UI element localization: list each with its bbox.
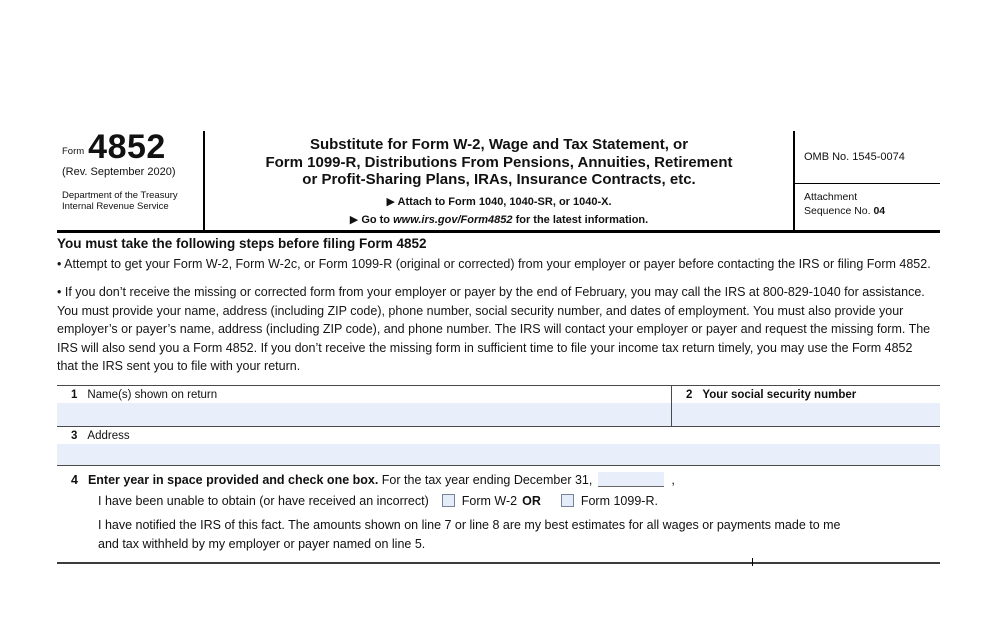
row-tax-year [57,466,940,561]
row-address [57,427,940,466]
form-number-line [62,128,199,166]
sequence-line [804,205,940,219]
address-input[interactable] [57,444,940,465]
form-title-line2: Form 1099-R, Distributions From Pensions, Annuities, Retirement [265,153,733,171]
row-name-ssn [57,386,940,427]
step-bullet-1: • Attempt to get your Form W-2, Form W-2c, or Form 1099-R (original or corrected) from your employer or payer before contacting the IRS or filing Form 4852. [57,257,931,271]
omb-number: OMB No. 1545-0074 [795,131,940,184]
attachment-sequence [795,184,940,218]
ssn-cell [672,386,940,426]
ssn-label-line [672,386,940,403]
goto-instruction [205,213,793,226]
name-label: Name(s) shown on return [87,389,218,402]
service-line: Internal Revenue Service [62,201,169,213]
address-label: Address [87,430,130,443]
agency-block [62,190,199,213]
form-sheet [57,128,940,564]
omb-attachment-block [795,131,940,230]
form-word-label: Form [62,145,85,157]
attach-instruction: ▶ Attach to Form 1040, 1040-SR, or 1040-X. [386,196,612,209]
form-title-line3: or Profit-Sharing Plans, IRAs, Insurance Contracts, etc. [302,171,696,189]
form-w2-checkbox[interactable] [442,494,455,507]
tax-year-line [57,472,940,487]
name-label-line [57,386,671,403]
notified-text: I have notified the IRS of this fact. The amounts shown on line 7 or line 8 are my best estimates for all wages or payments made to me and tax withheld by my employer or payer named on line 5. [98,518,841,551]
form-1099r-label: Form 1099-R. [580,494,658,509]
department-line: Department of the Treasury [62,189,178,201]
line4-number: 4 [71,473,78,488]
steps-section [57,233,940,375]
form-id-block [57,128,203,230]
line3-number: 3 [71,430,78,443]
address-label-line [57,427,940,444]
sequence-number: 04 [873,204,886,217]
form-w2-label: Form W-2 [461,494,518,509]
column-divider-tick [752,558,753,566]
attachment-label: Attachment [804,191,858,203]
revision-date: (Rev. September 2020) [62,165,176,178]
form-number: 4852 [88,128,166,166]
line2-number: 2 [686,389,693,402]
form-header [57,128,940,233]
irs-form-url[interactable]: www.irs.gov/Form4852 [393,214,513,227]
name-input[interactable] [57,403,671,426]
form-title-line1: Substitute for Form W-2, Wage and Tax Statement, or [309,136,689,153]
ssn-label: Your social security number [702,389,857,402]
goto-suffix: for the latest information. [512,214,649,227]
unable-text: I have been unable to obtain (or have received an incorrect) [98,494,429,509]
line4-trailing-comma: , [671,473,675,488]
step-bullet-2: • If you don’t receive the missing or corrected form from your employer or payer by the end of February, you may call the IRS at 800-829-1040 for assistance. You must provide your name, address (including ZIP code), phone number, social security number, and dates of employment. You must also provide your employer’s or payer’s name, address (including ZIP code), and phone number. The IRS will contact your employer or payer and request the missing form. The IRS will also send you a Form 4852. If you don’t receive the missing form in sufficient time to file your income tax return timely, you may use the Form 4852 that the IRS sent you to file with your return. [57,285,931,374]
line1-number: 1 [71,389,78,402]
ssn-input[interactable] [672,403,940,426]
name-cell [57,386,672,426]
or-label: OR [522,494,541,509]
checkbox-line [57,494,940,508]
form-1099r-checkbox[interactable] [561,494,574,507]
sequence-label: Sequence No. [804,204,874,217]
line4-after-label: For the tax year ending December 31, [378,473,593,488]
tax-year-input[interactable] [598,472,664,487]
line4-bold-label: Enter year in space provided and check one box. [87,473,379,488]
form-title-block [203,131,795,230]
goto-prefix: ▶ Go to [349,214,394,227]
steps-heading: You must take the following steps before filing Form 4852 [57,236,427,251]
fields-table [57,385,940,563]
